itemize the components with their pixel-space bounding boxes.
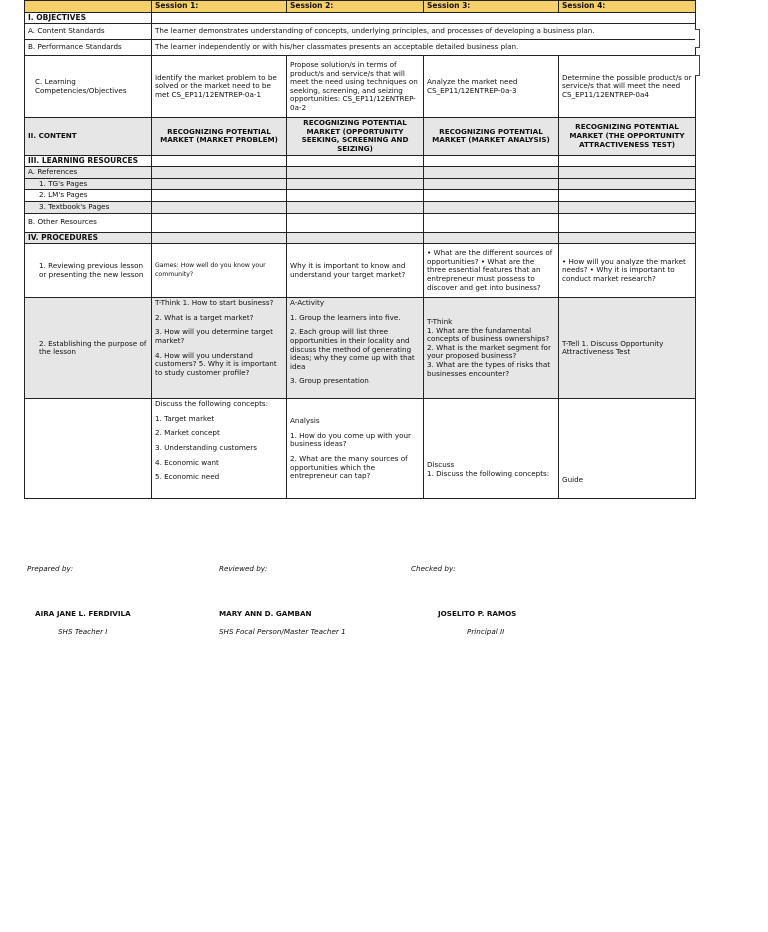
checked-by-name: JOSELITO P. RAMOS <box>438 609 517 618</box>
textbook-pages-label: 3. Textbook's Pages <box>25 201 152 213</box>
discuss-session-4: Guide <box>559 399 696 499</box>
discuss-session-1: Discuss the following concepts: 1. Target market 2. Market concept 3. Understanding customers 4. Economic want 5. Economic need <box>152 399 287 499</box>
objectives-heading: I. OBJECTIVES <box>25 12 152 24</box>
margin-bracket-1 <box>695 29 700 48</box>
competency-session-1: Identify the market problem to be solved or the market need to be met CS_EP11/12ENTREP-0a-1 <box>152 56 287 118</box>
competency-session-2: Propose solution/s in terms of product/s and service/s that will meet the need using techniques on seeking, screening, and seizing opportunities: CS_EP11/12ENTREP-0a-2 <box>287 56 424 118</box>
performance-standards-text: The learner independently or with his/her classmates presents an acceptable detailed business plan. <box>152 40 696 56</box>
competency-session-4: Determine the possible product/s or service/s that will meet the need CS_EP11/12ENTREP-0a4 <box>559 56 696 118</box>
references-label: A. References <box>25 167 152 179</box>
content-topic-3: RECOGNIZING POTENTIAL MARKET (MARKET ANALYSIS) <box>424 118 559 155</box>
margin-bracket-2 <box>695 55 700 76</box>
reviewed-by-name: MARY ANN D. GAMBAN <box>219 609 312 618</box>
lm-pages-label: 2. LM's Pages <box>25 190 152 202</box>
procedures-heading: IV. PROCEDURES <box>25 232 152 244</box>
purpose-session-2: A-Activity 1. Group the learners into five. 2. Each group will list three opportunities in their locality and discuss the method of generating ideas; why they come up with that idea 3. Group presentation <box>287 298 424 399</box>
session-4-header: Session 4: <box>559 1 696 13</box>
purpose-session-4: T-Tell 1. Discuss Opportunity Attractiveness Test <box>559 298 696 399</box>
session-header-row <box>25 1 696 13</box>
performance-standards-label: B. Performance Standards <box>25 40 152 56</box>
reviewing-label: 1. Reviewing previous lesson or presenting the new lesson <box>25 244 152 298</box>
content-topic-4: RECOGNIZING POTENTIAL MARKET (THE OPPORTUNITY ATTRACTIVENESS TEST) <box>559 118 696 155</box>
review-session-2: Why it is important to know and understand your target market? <box>287 244 424 298</box>
learning-resources-heading: III. LEARNING RESOURCES <box>25 155 152 167</box>
establishing-purpose-label: 2. Establishing the purpose of the lesson <box>25 298 152 399</box>
prepared-by-label: Prepared by: <box>27 564 74 573</box>
content-topic-2: RECOGNIZING POTENTIAL MARKET (OPPORTUNITY SEEKING, SCREENING AND SEIZING) <box>287 118 424 155</box>
lesson-plan-table <box>24 0 695 485</box>
review-session-3: • What are the different sources of opportunities? • What are the three essential features that an entrepreneur must possess to discover and get into business? <box>424 244 559 298</box>
session-3-header: Session 3: <box>424 1 559 13</box>
session-1-header: Session 1: <box>152 1 287 13</box>
review-session-4: • How will you analyze the market needs? • Why it is important to conduct market research? <box>559 244 696 298</box>
content-standards-label: A. Content Standards <box>25 24 152 40</box>
review-session-1: Games: How well do you know your community? <box>152 244 287 298</box>
competency-session-3: Analyze the market need CS_EP11/12ENTREP-0a-3 <box>424 56 559 118</box>
reviewed-by-title: SHS Focal Person/Master Teacher 1 <box>219 627 346 636</box>
other-resources-label: B. Other Resources <box>25 213 152 232</box>
header-blank <box>25 1 152 13</box>
session-2-header: Session 2: <box>287 1 424 13</box>
content-topic-1: RECOGNIZING POTENTIAL MARKET (MARKET PROBLEM) <box>152 118 287 155</box>
prepared-by-title: SHS Teacher I <box>58 627 108 636</box>
discuss-session-2: Analysis 1. How do you come up with your business ideas? 2. What are the many sources of opportunities which the entrepreneur can tap? <box>287 399 424 499</box>
reviewed-by-label: Reviewed by: <box>219 564 268 573</box>
purpose-session-3: T-Think 1. What are the fundamental concepts of business ownerships? 2. What is the market segment for your proposed business? 3. What are the types of risks that businesses encounter? <box>424 298 559 399</box>
content-heading: II. CONTENT <box>25 118 152 155</box>
discuss-session-3: Discuss 1. Discuss the following concepts: <box>424 399 559 499</box>
checked-by-label: Checked by: <box>411 564 456 573</box>
purpose-session-1: T-Think 1. How to start business? 2. What is a target market? 3. How will you determine target market? 4. How will you understand customers? 5. Why it is important to study customer profile? <box>152 298 287 399</box>
prepared-by-name: AIRA JANE L. FERDIVILA <box>35 609 131 618</box>
tg-pages-label: 1. TG's Pages <box>25 178 152 190</box>
content-standards-text: The learner demonstrates understanding of concepts, underlying principles, and processes of developing a business plan. <box>152 24 696 40</box>
competencies-label: C. Learning Competencies/Objectives <box>25 56 152 118</box>
checked-by-title: Principal II <box>467 627 505 636</box>
